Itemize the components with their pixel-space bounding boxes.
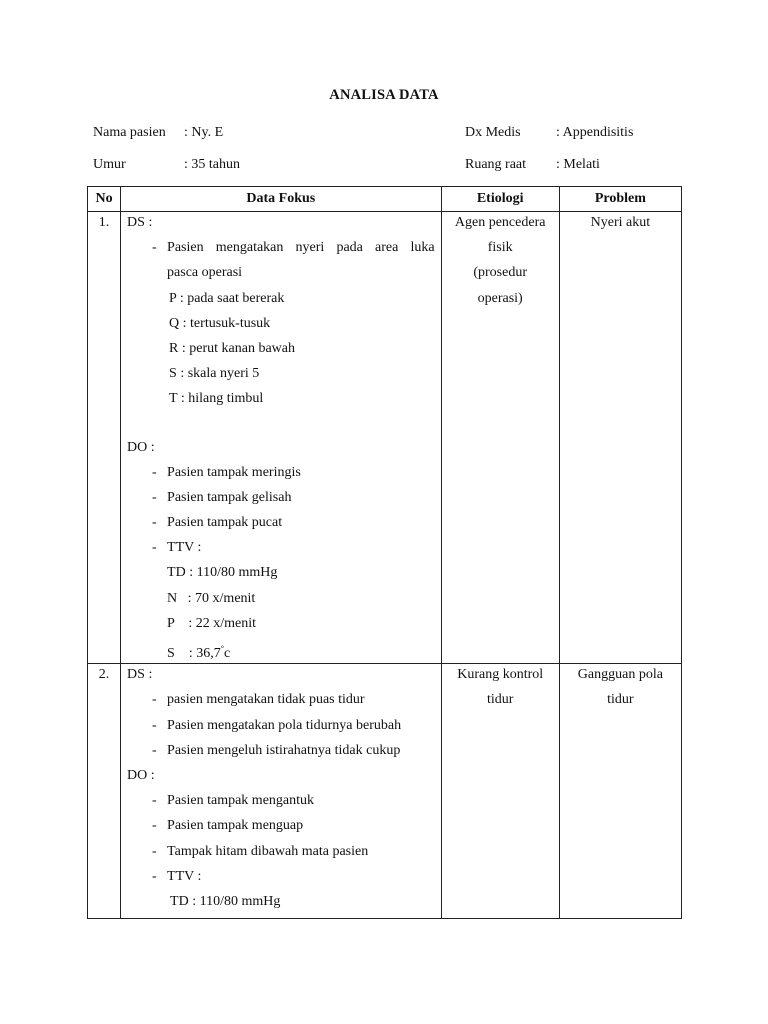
etiologi-cell: Kurang kontrol tidur: [441, 664, 559, 919]
list-item: - Tampak hitam dibawah mata pasien: [152, 843, 369, 859]
data-fokus-cell: [121, 212, 442, 664]
list-item: - Pasien tampak pucat: [152, 515, 283, 531]
ds-label: DS :: [127, 215, 153, 230]
list-item: - Pasien mengatakan nyeri pada area luka: [152, 240, 435, 256]
patient-name-value: : Ny. E: [184, 125, 224, 140]
list-item: - Pasien tampak gelisah: [152, 489, 292, 505]
data-fokus-cell: [121, 664, 442, 919]
do-label: DO :: [127, 767, 155, 783]
list-item: - Pasien mengeluh istirahatnya tidak cukup: [152, 742, 401, 758]
pqrst-item: R : perut kanan bawah: [169, 340, 296, 356]
header-etiologi: Etiologi: [441, 187, 559, 212]
row-number: 2.: [88, 664, 121, 919]
patient-age-value: : 35 tahun: [184, 157, 240, 172]
ds-label: DS :: [127, 667, 153, 683]
room-value: : Melati: [556, 157, 600, 172]
pqrst-item: T : hilang timbul: [169, 391, 264, 407]
header-data-fokus: Data Fokus: [121, 187, 442, 212]
list-item: - Pasien tampak menguap: [152, 818, 304, 834]
page-title: ANALISA DATA: [329, 87, 439, 103]
degree-mark: °: [220, 644, 224, 653]
patient-age-label: Umur: [93, 157, 126, 172]
analysis-table: [87, 186, 682, 919]
vital-sign: P : 22 x/menit: [167, 615, 256, 631]
etiologi-cell: Agen pencedera fisik (prosedur operasi): [441, 212, 559, 664]
vital-sign: TD : 110/80 mmHg: [170, 893, 281, 909]
table-row: [88, 212, 682, 664]
pqrst-item: P : pada saat bererak: [169, 290, 285, 306]
list-item: - Pasien tampak mengantuk: [152, 793, 315, 809]
vital-sign: S : 36,7°c: [167, 644, 231, 661]
header-problem: Problem: [559, 187, 681, 212]
row-number: 1.: [88, 212, 121, 664]
diagnosis-label: Dx Medis: [465, 125, 521, 140]
problem-cell: Gangguan pola tidur: [559, 664, 681, 919]
header-no: No: [88, 187, 121, 212]
patient-name-label: Nama pasien: [93, 125, 166, 140]
pqrst-item: S : skala nyeri 5: [169, 366, 260, 382]
diagnosis-value: : Appendisitis: [556, 125, 634, 140]
problem-cell: Nyeri akut: [559, 212, 681, 664]
list-item: - pasien mengatakan tidak puas tidur: [152, 692, 365, 708]
do-label: DO :: [127, 439, 155, 455]
room-label: Ruang raat: [465, 157, 527, 172]
table-header-row: [88, 187, 682, 212]
list-item: - Pasien tampak meringis: [152, 464, 301, 480]
list-item: - TTV :: [152, 540, 202, 556]
list-item-continuation: pasca operasi: [167, 265, 243, 281]
vital-sign: N : 70 x/menit: [167, 590, 256, 606]
vital-sign: TD : 110/80 mmHg: [167, 565, 278, 581]
pqrst-item: Q : tertusuk-tusuk: [169, 315, 271, 331]
table-row: [88, 664, 682, 919]
list-item: - TTV :: [152, 868, 202, 884]
list-item: - Pasien mengatakan pola tidurnya berubah: [152, 717, 402, 733]
